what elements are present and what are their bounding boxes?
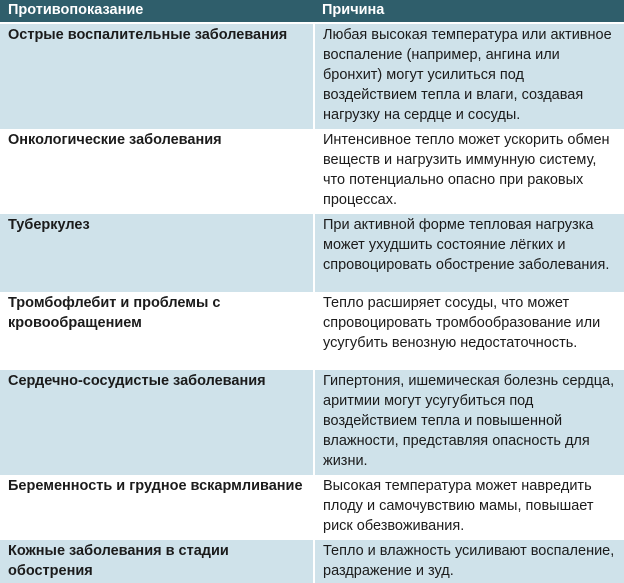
contraindication-cell: Туберкулез bbox=[0, 213, 314, 291]
reason-cell: Любая высокая температура или активное воспаление (например, ангина или бронхит) могут усилиться под воздействием тепла и влаги, создавая нагрузку на сердце и сосуды. bbox=[314, 23, 624, 128]
table-header-row bbox=[0, 0, 624, 23]
reason-cell: Тепло и влажность усиливают воспаление, раздражение и зуд. bbox=[314, 539, 624, 583]
contraindication-cell: Онкологические заболевания bbox=[0, 128, 314, 213]
reason-cell: Тепло расширяет сосуды, что может спровоцировать тромбообразование или усугубить венозную недостаточность. bbox=[314, 291, 624, 369]
reason-cell: Высокая температура может навредить плоду и самочувствию мамы, повышает риск обезвоживания. bbox=[314, 474, 624, 539]
reason-cell: При активной форме тепловая нагрузка может ухудшить состояние лёгких и спровоцировать обострение заболевания. bbox=[314, 213, 624, 291]
contraindication-cell: Сердечно-сосудистые заболевания bbox=[0, 369, 314, 474]
table-row bbox=[0, 213, 624, 291]
table-row bbox=[0, 291, 624, 369]
table-row bbox=[0, 539, 624, 583]
contraindication-cell: Тромбофлебит и проблемы с кровообращением bbox=[0, 291, 314, 369]
contraindication-cell: Беременность и грудное вскармливание bbox=[0, 474, 314, 539]
reason-cell: Интенсивное тепло может ускорить обмен веществ и нагрузить иммунную систему, что потенциально опасно при раковых процессах. bbox=[314, 128, 624, 213]
table-row bbox=[0, 128, 624, 213]
contraindication-cell: Кожные заболевания в стадии обострения bbox=[0, 539, 314, 583]
reason-cell: Гипертония, ишемическая болезнь сердца, аритмии могут усугубиться под воздействием тепла и повышенной влажности, представляя опасность для жизни. bbox=[314, 369, 624, 474]
table-row bbox=[0, 369, 624, 474]
contraindication-cell: Острые воспалительные заболевания bbox=[0, 23, 314, 128]
header-contraindication: Противопоказание bbox=[0, 0, 314, 23]
header-reason: Причина bbox=[314, 0, 624, 23]
table-row bbox=[0, 23, 624, 128]
table-row bbox=[0, 474, 624, 539]
